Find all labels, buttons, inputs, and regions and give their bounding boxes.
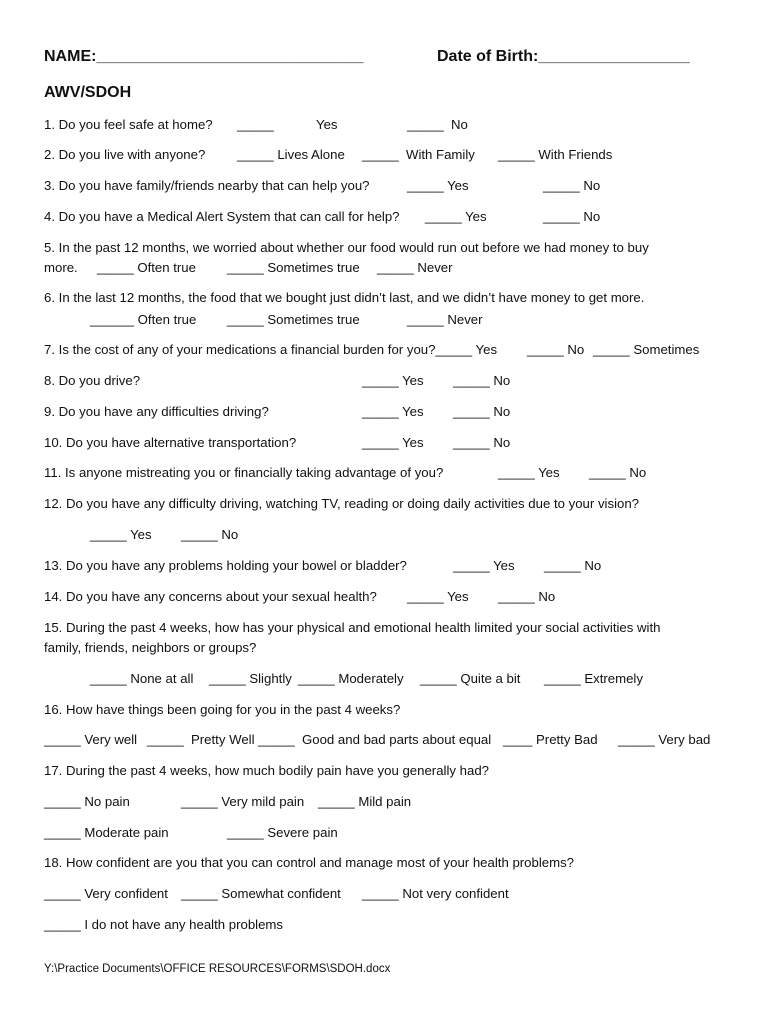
question-5-text-continued: more. <box>44 260 78 275</box>
question-13-option-no[interactable]: _____ No <box>544 558 602 573</box>
question-12-option-yes[interactable]: _____ Yes <box>90 527 152 542</box>
question-4-option-no[interactable]: _____ No <box>543 209 601 224</box>
question-14-text: 14. Do you have any concerns about your sexual health? <box>44 589 377 604</box>
question-7-option-no[interactable]: _____ No <box>527 342 585 357</box>
question-8-option-no[interactable]: _____ No <box>453 373 511 388</box>
question-6-option-sometimes-true[interactable]: _____ Sometimes true <box>227 312 360 327</box>
question-7-option-sometimes[interactable]: _____ Sometimes <box>593 342 700 357</box>
question-9-option-yes[interactable]: _____ Yes <box>362 404 424 419</box>
question-17-option-no-pain[interactable]: _____ No pain <box>44 794 130 809</box>
question-1-option-no[interactable]: _____ No <box>407 117 468 132</box>
question-9-option-no[interactable]: _____ No <box>453 404 511 419</box>
question-11-option-yes[interactable]: _____ Yes <box>498 465 560 480</box>
question-15-text-continued: family, friends, neighbors or groups? <box>44 640 257 655</box>
question-18-option-no-health-problems[interactable]: _____ I do not have any health problems <box>44 917 284 932</box>
question-7-text: 7. Is the cost of any of your medications a financial burden for you?_____ Yes <box>44 342 498 357</box>
question-4-option-yes[interactable]: _____ Yes <box>425 209 487 224</box>
question-16-option-pretty-well[interactable]: _____ Pretty Well <box>147 732 255 747</box>
question-6-text: 6. In the last 12 months, the food that we bought just didn’t last, and we didn’t have money to get more. <box>44 290 645 305</box>
question-6-option-often-true[interactable]: ______ Often true <box>90 312 197 327</box>
question-16-option-very-bad[interactable]: _____ Very bad <box>618 732 711 747</box>
question-15-text: 15. During the past 4 weeks, how has your physical and emotional health limited your social activities with <box>44 620 661 635</box>
question-11-text: 11. Is anyone mistreating you or financially taking advantage of you? <box>44 465 444 480</box>
footer-file-path: Y:\Practice Documents\OFFICE RESOURCES\FORMS\SDOH.docx <box>44 963 391 975</box>
question-18-option-very-confident[interactable]: _____ Very confident <box>44 886 168 901</box>
question-15-option-none-at-all[interactable]: _____ None at all <box>90 671 194 686</box>
question-2-option-lives-alone[interactable]: _____ Lives Alone <box>237 147 345 162</box>
question-5-option-sometimes-true[interactable]: _____ Sometimes true <box>227 260 360 275</box>
question-18-text: 18. How confident are you that you can control and manage most of your health problems? <box>44 855 575 870</box>
question-17-option-very-mild-pain[interactable]: _____ Very mild pain <box>181 794 305 809</box>
question-5-text: 5. In the past 12 months, we worried about whether our food would run out before we had money to buy <box>44 240 649 255</box>
form-code-heading: AWV/SDOH <box>44 84 132 101</box>
question-14-option-yes[interactable]: _____ Yes <box>407 589 469 604</box>
question-18-option-somewhat-confident[interactable]: _____ Somewhat confident <box>181 886 341 901</box>
question-17-option-mild-pain[interactable]: _____ Mild pain <box>318 794 412 809</box>
question-17-option-severe-pain[interactable]: _____ Severe pain <box>227 825 338 840</box>
question-15-option-slightly[interactable]: _____ Slightly <box>209 671 292 686</box>
question-11-option-no[interactable]: _____ No <box>589 465 647 480</box>
question-8-option-yes[interactable]: _____ Yes <box>362 373 424 388</box>
question-16-option-good-and-bad[interactable]: _____ Good and bad parts about equal <box>258 732 492 747</box>
question-17-text: 17. During the past 4 weeks, how much bodily pain have you generally had? <box>44 763 489 778</box>
question-2-text: 2. Do you live with anyone? <box>44 147 206 162</box>
question-10-option-yes[interactable]: _____ Yes <box>362 435 424 450</box>
question-10-option-no[interactable]: _____ No <box>453 435 511 450</box>
question-5-option-never[interactable]: _____ Never <box>377 260 453 275</box>
question-18-option-not-very-confident[interactable]: _____ Not very confident <box>362 886 509 901</box>
question-15-option-quite-a-bit[interactable]: _____ Quite a bit <box>420 671 521 686</box>
name-field-label: NAME:______________________________ <box>44 48 364 65</box>
question-3-option-no[interactable]: _____ No <box>543 178 601 193</box>
question-16-option-very-well[interactable]: _____ Very well <box>44 732 138 747</box>
question-2-option-with-friends[interactable]: _____ With Friends <box>498 147 613 162</box>
question-16-text: 16. How have things been going for you in the past 4 weeks? <box>44 702 401 717</box>
question-14-option-no[interactable]: _____ No <box>498 589 556 604</box>
question-4-text: 4. Do you have a Medical Alert System that can call for help? <box>44 209 400 224</box>
question-15-option-extremely[interactable]: _____ Extremely <box>544 671 643 686</box>
question-2-option-with-family[interactable]: _____ With Family <box>362 147 475 162</box>
question-12-text: 12. Do you have any difficulty driving, watching TV, reading or doing daily activities due to your vision? <box>44 496 640 511</box>
question-8-text: 8. Do you drive? <box>44 373 141 388</box>
question-5-option-often-true[interactable]: _____ Often true <box>97 260 196 275</box>
question-1-option-yes[interactable]: Yes <box>316 117 338 132</box>
question-16-option-pretty-bad[interactable]: ____ Pretty Bad <box>503 732 598 747</box>
date-of-birth-field-label: Date of Birth:_________________ <box>437 48 690 65</box>
question-12-option-no[interactable]: _____ No <box>181 527 239 542</box>
question-1-blank[interactable]: _____ <box>237 117 274 132</box>
question-3-text: 3. Do you have family/friends nearby that can help you? <box>44 178 370 193</box>
question-15-option-moderately[interactable]: _____ Moderately <box>298 671 404 686</box>
question-6-option-never[interactable]: _____ Never <box>407 312 483 327</box>
question-13-text: 13. Do you have any problems holding your bowel or bladder? <box>44 558 407 573</box>
question-3-option-yes[interactable]: _____ Yes <box>407 178 469 193</box>
question-13-option-yes[interactable]: _____ Yes <box>453 558 515 573</box>
question-9-text: 9. Do you have any difficulties driving? <box>44 404 269 419</box>
question-17-option-moderate-pain[interactable]: _____ Moderate pain <box>44 825 169 840</box>
question-1-text: 1. Do you feel safe at home? <box>44 117 213 132</box>
question-10-text: 10. Do you have alternative transportation? <box>44 435 297 450</box>
